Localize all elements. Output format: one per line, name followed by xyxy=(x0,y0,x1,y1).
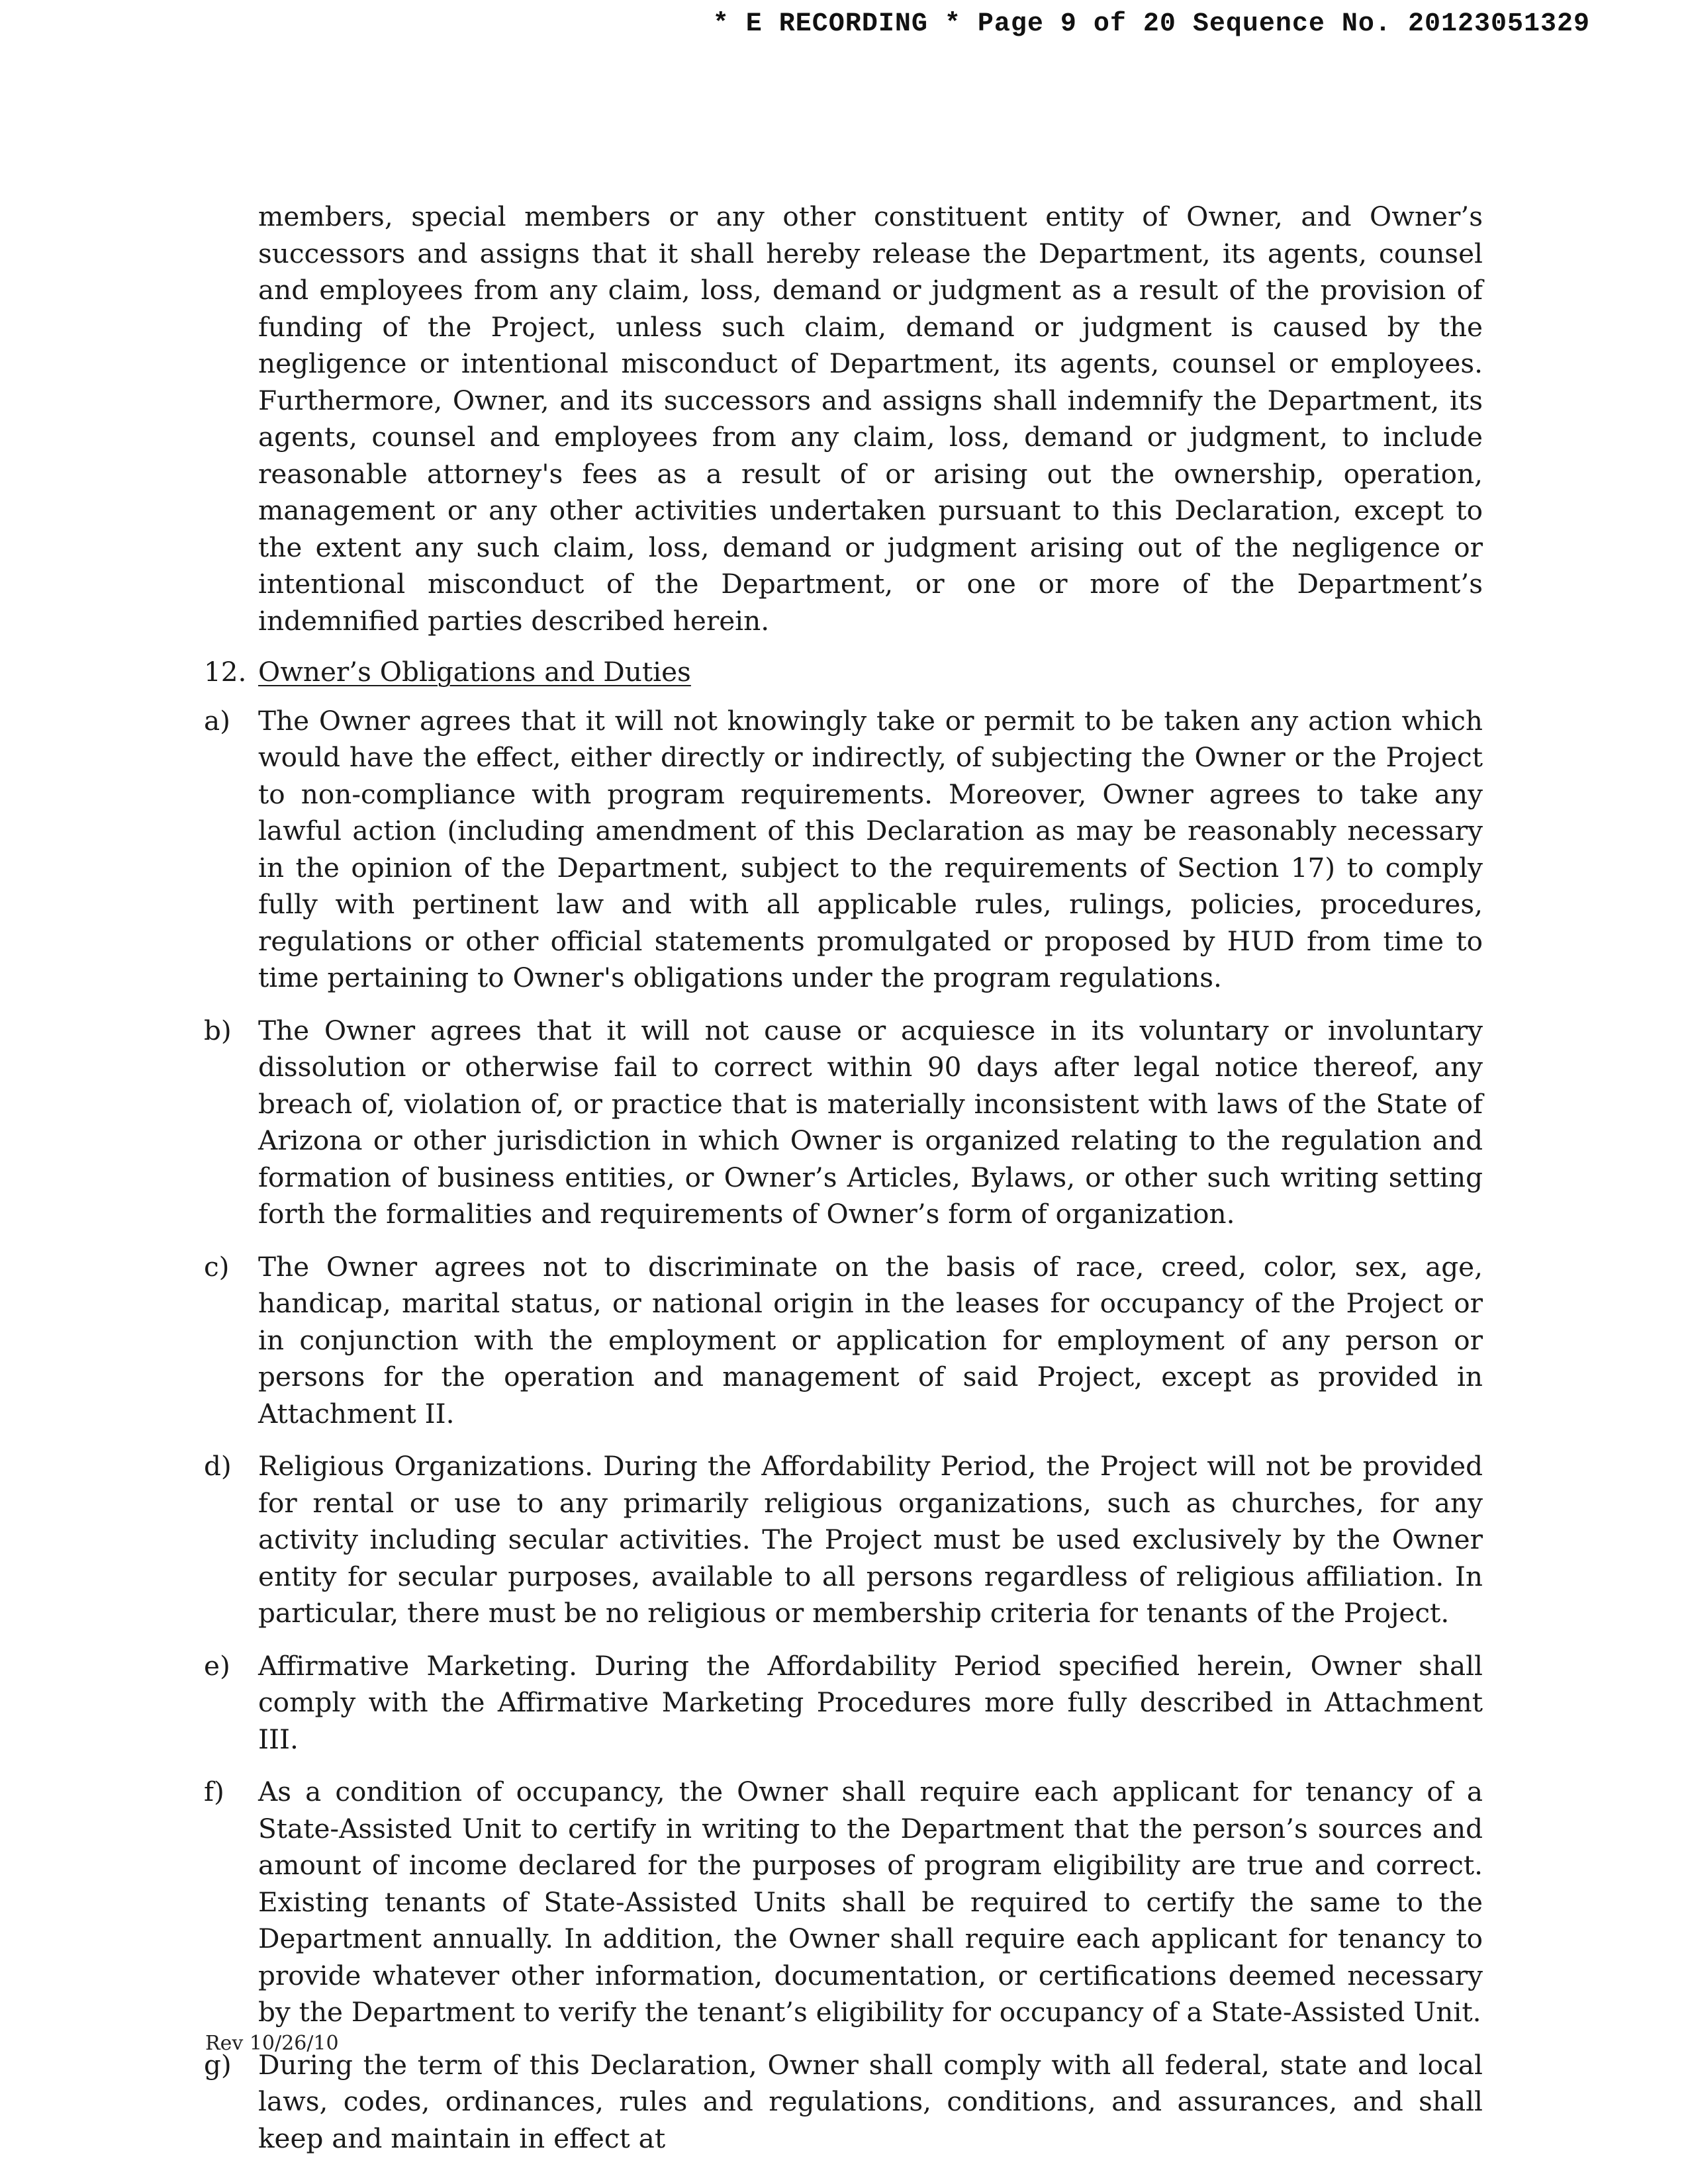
list-marker: e) xyxy=(204,1649,230,1682)
list-marker: c) xyxy=(204,1250,230,1283)
section-heading xyxy=(204,654,1483,691)
list-marker: g) xyxy=(204,2048,232,2081)
list-marker: a) xyxy=(204,704,230,737)
list-marker: b) xyxy=(204,1014,232,1046)
revision-footer: Rev 10/26/10 xyxy=(205,2032,339,2055)
section-number: 12. xyxy=(204,656,247,688)
list-item-e xyxy=(204,1648,1483,1758)
list-item-g xyxy=(204,2047,1483,2158)
list-marker: f) xyxy=(204,1776,224,1807)
list-item-a xyxy=(204,703,1483,997)
list-item-text: As a condition of occupancy, the Owner shall require each applicant for tenancy of a State-Assisted Unit to certify in writing to the Department that the person’s sources and amount of income declared for the purposes of program eligibility are true and correct. Existing tenants of State-Assisted Units shall be required to certify the same to the Department annually. In addition, the Owner shall require each applicant for tenancy to provide whatever other information, documentation, or certifications deemed necessary by the Department to verify the tenant’s eligibility for occupancy of a State-Assisted Unit. xyxy=(258,1776,1483,2028)
list-item-text: The Owner agrees that it will not cause or acquiesce in its voluntary or involuntary dissolution or otherwise fail to correct within 90 days after legal notice thereof, any breach of, violation of, or practice that is materially inconsistent with laws of the State of Arizona or other jurisdiction in which Owner is organized relating to the regulation and formation of business entities, or Owner’s Articles, Bylaws, or other such writing setting forth the formalities and requirements of Owner’s form of organization. xyxy=(258,1014,1483,1230)
list-item-c xyxy=(204,1249,1483,1433)
list-item-text: The Owner agrees that it will not knowingly take or permit to be taken any action which would have the effect, either directly or indirectly, of subjecting the Owner or the Project to non-compliance with program requirements. Moreover, Owner agrees to take any lawful action (including amendment of this Declaration as may be reasonably necessary in the opinion of the Department, subject to the requirements of Section 17) to comply fully with pertinent law and with all applicable rules, rulings, policies, procedures, regulations or other official statements promulgated or proposed by HUD from time to time pertaining to Owner's obligations under the program regulations. xyxy=(258,704,1483,993)
recording-header: * E RECORDING * Page 9 of 20 Sequence No. 20123051329 xyxy=(712,9,1590,39)
list-marker: d) xyxy=(204,1450,232,1482)
list-item-text: During the term of this Declaration, Owner shall comply with all federal, state and local laws, codes, ordinances, rules and regulations, conditions, and assurances, and shall keep and maintain in effect at xyxy=(258,2048,1483,2154)
list-item-text: Affirmative Marketing. During the Affordability Period specified herein, Owner shall comply with the Affirmative Marketing Procedures more fully described in Attachment III. xyxy=(258,1649,1483,1755)
document-body xyxy=(204,199,1483,2157)
list-item-text: Religious Organizations. During the Affordability Period, the Project will not be provided for rental or use to any primarily religious organizations, such as churches, for any activity including secular activities. The Project must be used exclusively by the Owner entity for secular purposes, available to all persons regardless of religious affiliation. In particular, there must be no religious or membership criteria for tenants of the Project. xyxy=(258,1450,1483,1629)
list-item-d xyxy=(204,1448,1483,1632)
continuation-paragraph: members, special members or any other constituent entity of Owner, and Owner’s successors and assigns that it shall hereby release the Department, its agents, counsel and employees from any claim, loss, demand or judgment as a result of the provision of funding of the Project, unless such claim, demand or judgment is caused by the negligence or intentional misconduct of Department, its agents, counsel or employees. Furthermore, Owner, and its successors and assigns shall indemnify the Department, its agents, counsel and employees from any claim, loss, demand or judgment, to include reasonable attorney's fees as a result of or arising out the ownership, operation, management or any other activities undertaken pursuant to this Declaration, except to the extent any such claim, loss, demand or judgment arising out of the negligence or intentional misconduct of the Department, or one or more of the Department’s indemnified parties described herein. xyxy=(258,201,1483,637)
list-item-b xyxy=(204,1013,1483,1233)
list-item-text: The Owner agrees not to discriminate on the basis of race, creed, color, sex, age, handicap, marital status, or national origin in the leases for occupancy of the Project or in conjunction with the employment or application for employment of any person or persons for the operation and management of said Project, except as provided in Attachment II. xyxy=(258,1250,1483,1430)
section-title: Owner’s Obligations and Duties xyxy=(258,656,691,688)
list-item-f xyxy=(204,1774,1483,2031)
